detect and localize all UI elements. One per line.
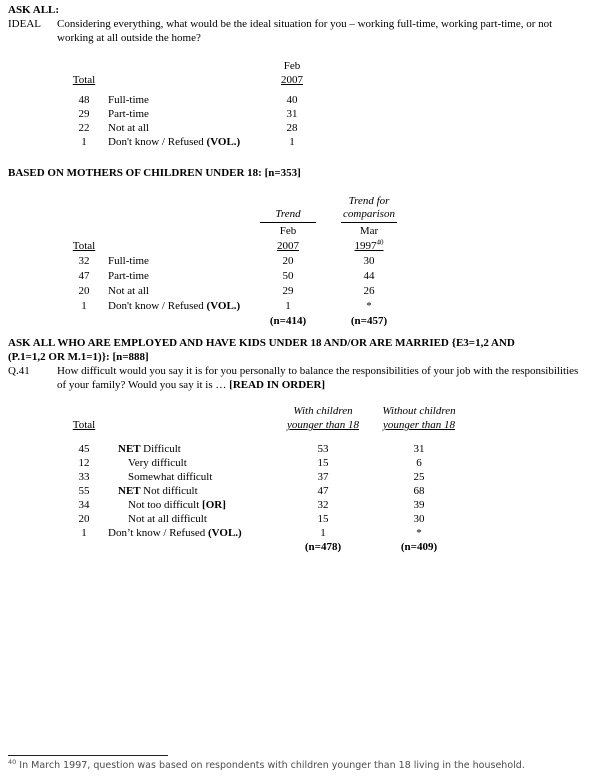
table-row <box>60 238 418 253</box>
col-header-total: Total <box>72 240 96 252</box>
spacer-cell <box>108 73 256 87</box>
total-value: 45 <box>78 443 90 455</box>
total-value: 1 <box>81 136 87 148</box>
with-children-value: 47 <box>317 485 329 497</box>
col-header-trend-for: Trend for <box>348 195 390 207</box>
spacer-cell <box>60 193 108 208</box>
feb-2007-value: 20 <box>282 255 294 267</box>
spacer-cell <box>60 540 108 554</box>
ideal-table <box>60 59 328 149</box>
col-header-without-children: Without children <box>382 405 456 417</box>
row-label: Part-time <box>108 108 149 120</box>
total-value: 33 <box>78 471 90 483</box>
table-row <box>60 418 468 432</box>
table-row <box>60 223 418 238</box>
table-row <box>60 208 418 223</box>
col-header-total: Total <box>72 419 96 431</box>
with-children-value: 15 <box>317 457 329 469</box>
table-row <box>60 498 468 512</box>
ideal-question <box>8 17 595 45</box>
table-row <box>60 512 468 526</box>
col-header-feb: Feb <box>283 60 301 72</box>
total-value: 20 <box>78 285 90 297</box>
table-row <box>60 404 468 418</box>
row-label: Don't know / Refused (VOL.) <box>108 136 241 148</box>
spacer-cell <box>108 193 256 208</box>
total-value: 1 <box>81 527 87 539</box>
total-value: 34 <box>78 499 90 511</box>
total-value: 1 <box>81 300 87 312</box>
total-value: 29 <box>78 108 90 120</box>
spacer-cell <box>108 223 256 238</box>
question-id-q41: Q.41 <box>8 365 30 377</box>
sample-size-mar: (n=457) <box>350 315 388 327</box>
spacer-cell <box>256 193 320 208</box>
col-header-mar: Mar <box>359 225 379 237</box>
total-value: 47 <box>78 270 90 282</box>
footnote-marker: 40 <box>8 757 17 766</box>
mar-1997-value: 26 <box>363 285 375 297</box>
q41-question-line1: How difficult would you say it is for you personally to balance the responsibilities of your job with the responsibilities <box>57 365 579 377</box>
spacer-cell <box>108 418 276 432</box>
sample-size-without-children: (n=409) <box>400 541 438 553</box>
row-label: Not at all <box>108 285 149 297</box>
spacer-cell <box>108 313 256 328</box>
sample-size-feb: (n=414) <box>269 315 307 327</box>
row-label: Full-time <box>108 255 149 267</box>
table-row <box>60 121 328 135</box>
table-row <box>60 107 328 121</box>
table-row <box>60 526 468 540</box>
col-header-feb: Feb <box>279 225 297 237</box>
ideal-question-line2: working at all outside the home? <box>57 32 201 44</box>
feb-2007-value: 1 <box>285 300 291 312</box>
spacer-cell <box>108 238 256 253</box>
with-children-value: 53 <box>317 443 329 455</box>
feb-2007-value: 31 <box>286 108 298 120</box>
question-id-ideal: IDEAL <box>8 18 41 30</box>
spacer-cell <box>60 208 108 223</box>
spacer-cell <box>60 59 108 73</box>
spacer-cell <box>108 59 256 73</box>
total-value: 48 <box>78 94 90 106</box>
table-row <box>60 484 468 498</box>
col-header-with-children-2: younger than 18 <box>286 419 360 431</box>
q41-question <box>8 364 595 392</box>
without-children-value: 25 <box>413 471 425 483</box>
table-row <box>60 313 418 328</box>
q41-question-line2: of your family? Would you say it is … [READ IN ORDER] <box>57 379 326 391</box>
without-children-value: 6 <box>416 457 422 469</box>
col-header-2007: 2007 <box>277 240 299 252</box>
total-value: 22 <box>78 122 90 134</box>
table-row <box>60 93 328 107</box>
row-label: Not at all <box>108 122 149 134</box>
spacer-cell <box>60 313 108 328</box>
spacer-cell <box>108 404 276 418</box>
total-value: 32 <box>78 255 90 267</box>
total-value: 12 <box>78 457 90 469</box>
with-children-value: 15 <box>317 513 329 525</box>
col-header-1997: 1997$^{40}$ <box>354 238 384 252</box>
feb-2007-value: 1 <box>289 136 295 148</box>
mar-1997-value: 30 <box>363 255 375 267</box>
table-row <box>60 456 468 470</box>
table-row <box>60 135 328 149</box>
table-row <box>60 283 418 298</box>
table-row <box>60 268 418 283</box>
row-label: Full-time <box>108 94 149 106</box>
table-row <box>60 540 468 554</box>
col-header-without-children-2: younger than 18 <box>382 419 456 431</box>
table-row <box>60 298 418 313</box>
ask-all-heading: ASK ALL: <box>8 4 60 16</box>
footnote <box>8 755 568 771</box>
mar-1997-value: 44 <box>363 270 375 282</box>
q41-difficulty-table <box>60 404 468 554</box>
ask-employed-heading-line1: ASK ALL WHO ARE EMPLOYED AND HAVE KIDS UNDER 18 AND/OR ARE MARRIED {E3=1,2 AND <box>8 337 515 349</box>
col-header-2007: 2007 <box>281 74 303 86</box>
with-children-value: 32 <box>317 499 329 511</box>
footnote-text: $^{40}$ In March 1997, question was based on respondents with children younger than 18 living in the household. <box>8 757 525 771</box>
ideal-question-line1: Considering everything, what would be the ideal situation for you – working full-time, working part-time, or not <box>57 18 553 30</box>
row-label: Don’t know / Refused (VOL.) <box>108 527 242 539</box>
spacer-cell <box>60 223 108 238</box>
footnote-rule <box>8 755 168 756</box>
q41-question-text <box>57 364 595 392</box>
footnote-ref-40: 40 <box>376 238 384 247</box>
mothers-trend-table <box>60 193 418 328</box>
ideal-question-text <box>57 17 595 45</box>
with-children-value: 1 <box>320 527 326 539</box>
col-header-trend: Trend <box>256 208 320 223</box>
spacer-cell <box>60 404 108 418</box>
table-row <box>60 73 328 87</box>
row-label: NET Difficult <box>118 443 181 455</box>
sample-size-with-children: (n=478) <box>304 541 342 553</box>
feb-2007-value: 50 <box>282 270 294 282</box>
without-children-value: 68 <box>413 485 425 497</box>
table-row <box>60 253 418 268</box>
with-children-value: 37 <box>317 471 329 483</box>
without-children-value: * <box>416 527 422 539</box>
table-row <box>60 193 418 208</box>
without-children-value: 31 <box>413 443 425 455</box>
spacer-cell <box>108 208 256 223</box>
row-label: Not at all difficult <box>128 513 207 525</box>
without-children-value: 39 <box>413 499 425 511</box>
row-label: Somewhat difficult <box>128 471 213 483</box>
ask-employed-heading <box>8 336 595 364</box>
row-label: Not too difficult [OR] <box>128 499 226 511</box>
ask-employed-heading-line2: (P.1=1,2 OR M.1=1)}: [n=888] <box>8 351 149 363</box>
total-value: 20 <box>78 513 90 525</box>
table-row <box>60 59 328 73</box>
col-header-total: Total <box>72 74 96 86</box>
mar-1997-value: * <box>366 300 372 312</box>
row-label: Part-time <box>108 270 149 282</box>
table-row <box>60 470 468 484</box>
total-value: 55 <box>78 485 90 497</box>
col-header-with-children: With children <box>293 405 353 417</box>
feb-2007-value: 28 <box>286 122 298 134</box>
table-row <box>60 442 468 456</box>
feb-2007-value: 29 <box>282 285 294 297</box>
based-on-mothers-heading: BASED ON MOTHERS OF CHILDREN UNDER 18: [n=353] <box>8 167 301 179</box>
feb-2007-value: 40 <box>286 94 298 106</box>
row-label: Don't know / Refused (VOL.) <box>108 300 241 312</box>
without-children-value: 30 <box>413 513 425 525</box>
spacer-cell <box>108 540 276 554</box>
row-label: Very difficult <box>128 457 187 469</box>
spacer-row <box>60 432 468 442</box>
col-header-comparison: comparison <box>320 208 418 223</box>
row-label: NET Not difficult <box>118 485 198 497</box>
